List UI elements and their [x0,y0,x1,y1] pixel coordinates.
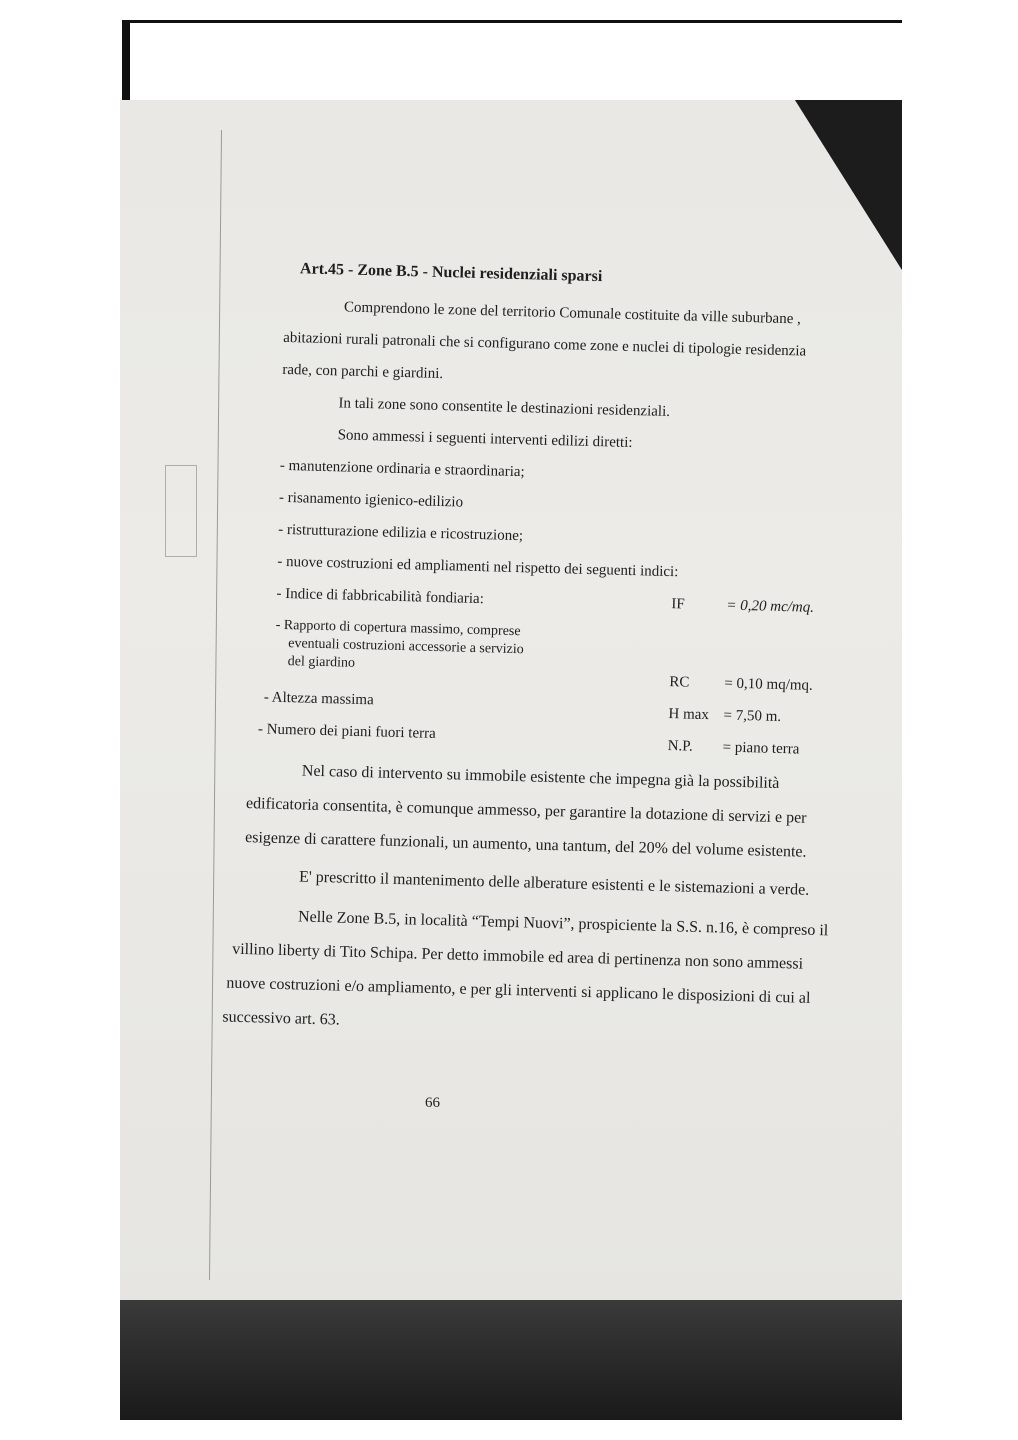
page-number: 66 [425,1095,440,1111]
intro-line: rade, con parchi e giardini. [282,361,444,383]
article-title: Art.45 - Zone B.5 - Nuclei residenziali sparsi [299,260,603,286]
intro-line: Comprendono le zone del territorio Comunale costituite da ville suburbane , [343,299,802,328]
index-value: = piano terra [722,739,800,758]
interventions-intro: Sono ammessi i seguenti interventi edilizi diretti: [337,427,633,452]
intervention-item: - ristrutturazione edilizia e ricostruzione; [277,521,524,545]
index-label: - Altezza massima [263,689,374,709]
index-label: - Indice di fabbricabilità fondiaria: [276,585,485,608]
paragraph-line: Nelle Zone B.5, in località “Tempi Nuovi”, prospiciente la S.S. n.16, è compreso il [297,908,829,940]
intervention-item: - manutenzione ordinaria e straordinaria; [279,457,525,481]
intervention-item: - risanamento igienico-edilizio [278,489,464,511]
index-value: = 7,50 m. [723,707,782,726]
intro-line: abitazioni rurali patronali che si configurano come zone e nuclei di tipologie residenzia [283,329,807,360]
paragraph-line: successivo art. 63. [222,1008,340,1029]
document-photo [120,100,902,1420]
index-symbol: RC [669,674,690,691]
paragraph-line: nuove costruzioni e/o ampliamento, e per gli interventi si applicano le disposizioni di cui al [226,974,811,1007]
index-label: - Rapporto di copertura massimo, comprese [275,617,521,640]
paragraph-trees: E' prescritto il mantenimento delle alberature esistenti e le sistemazioni a verde. [298,868,810,899]
document-text [120,100,902,1334]
scan-frame [122,20,902,100]
index-label: - Numero dei piani fuori terra [257,721,436,742]
index-symbol: N.P. [667,738,693,755]
index-symbol: IF [671,596,685,613]
intervention-item: - nuove costruzioni ed ampliamenti nel rispetto dei seguenti indici: [277,553,679,581]
index-label: eventuali costruzioni accessorie a servizio [288,636,524,658]
paragraph-line: esigenze di carattere funzionali, un aumento, una tantum, del 20% del volume esistente. [244,829,807,861]
paragraph-line: edificatoria consentita, è comunque ammesso, per garantire la dotazione di servizi e per [245,795,807,827]
index-symbol: H max [668,706,710,724]
index-value: = 0,20 mc/mq. [726,597,815,616]
paragraph-line: villino liberty di Tito Schipa. Per detto immobile ed area di pertinenza non sono ammessi [231,940,804,973]
paragraph-line: Nel caso di intervento su immobile esistente che impegna già la possibilità [301,762,780,792]
index-label: del giardino [287,654,356,671]
permitted-uses: In tali zone sono consentite le destinazioni residenziali. [338,395,671,420]
index-value: = 0,10 mq/mq. [724,675,813,694]
